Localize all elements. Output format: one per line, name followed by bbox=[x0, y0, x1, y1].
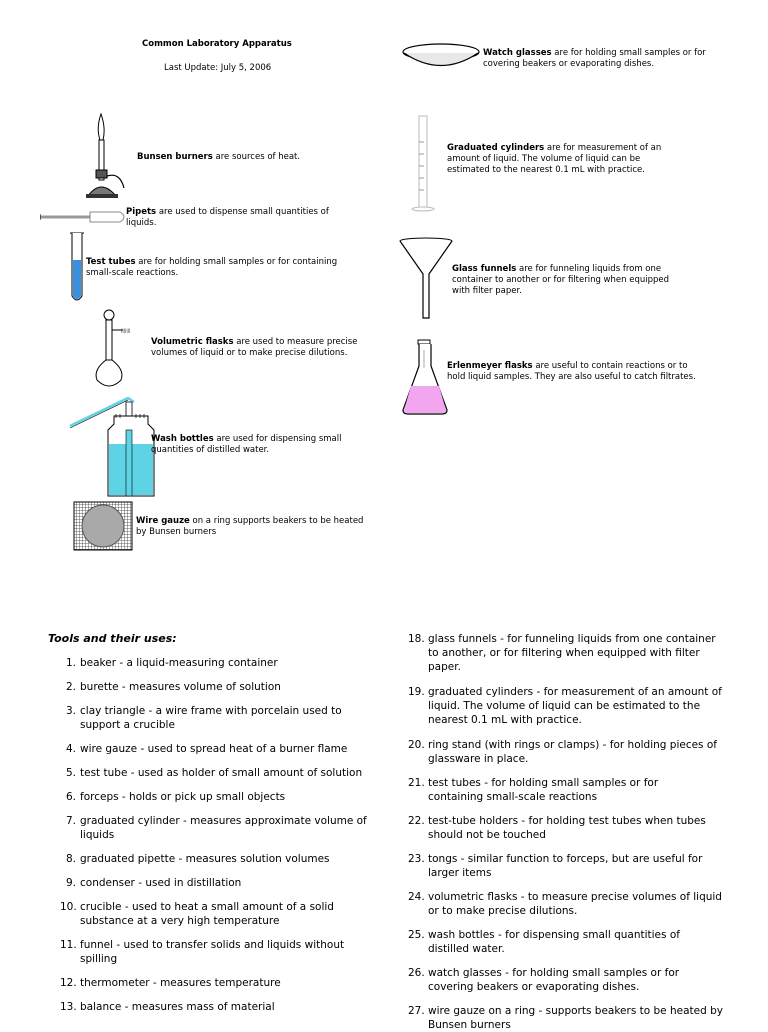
apparatus-wire-gauze: Wire gauze on a ring supports beakers to be heated by Bunsen burners bbox=[136, 516, 364, 537]
wash-bottle-icon bbox=[68, 394, 158, 500]
erlenmeyer-flask-icon bbox=[400, 338, 450, 418]
glass-funnel-icon bbox=[398, 236, 454, 322]
apparatus-glass-funnels: Glass funnels are for funneling liquids from one container to another or for filtering when equipped with filter paper. bbox=[452, 264, 670, 296]
volumetric-flask-icon bbox=[93, 308, 143, 392]
tools-title: Tools and their uses: bbox=[48, 632, 177, 645]
pipet-icon bbox=[40, 208, 128, 226]
bunsen-burner-icon bbox=[82, 110, 128, 202]
page-title: Common Laboratory Apparatus bbox=[142, 39, 292, 49]
last-update: Last Update: July 5, 2006 bbox=[164, 63, 272, 73]
apparatus-watch-glasses: Watch glasses are for holding small samples or for covering beakers or evaporating dishes. bbox=[483, 48, 706, 69]
apparatus-bunsen-burners: Bunsen burners are sources of heat. bbox=[137, 152, 301, 162]
test-tube-icon bbox=[68, 230, 86, 306]
apparatus-test-tubes: Test tubes are for holding small samples or for containing small-scale reactions. bbox=[86, 257, 338, 278]
apparatus-wash-bottles: Wash bottles are used for dispensing small quantities of distilled water. bbox=[151, 434, 342, 455]
apparatus-graduated-cylinders: Graduated cylinders are for measurement of an amount of liquid. The volume of liquid can be estimated to the nearest 0.1 mL with practice. bbox=[447, 143, 662, 175]
apparatus-pipets: Pipets are used to dispense small quantities of liquids. bbox=[126, 207, 329, 228]
watch-glass-icon bbox=[400, 40, 482, 74]
wire-gauze-icon bbox=[73, 501, 133, 551]
apparatus-volumetric-flasks: Volumetric flasks are used to measure precise volumes of liquid or to make precise dilutions. bbox=[151, 337, 358, 358]
svg-text:|||||||: ||||||| bbox=[121, 328, 131, 333]
graduated-cylinder-icon bbox=[410, 112, 436, 216]
apparatus-erlenmeyer-flasks: Erlenmeyer flasks are useful to contain reactions or to hold liquid samples. They are also useful to catch filtrates. bbox=[447, 361, 696, 382]
